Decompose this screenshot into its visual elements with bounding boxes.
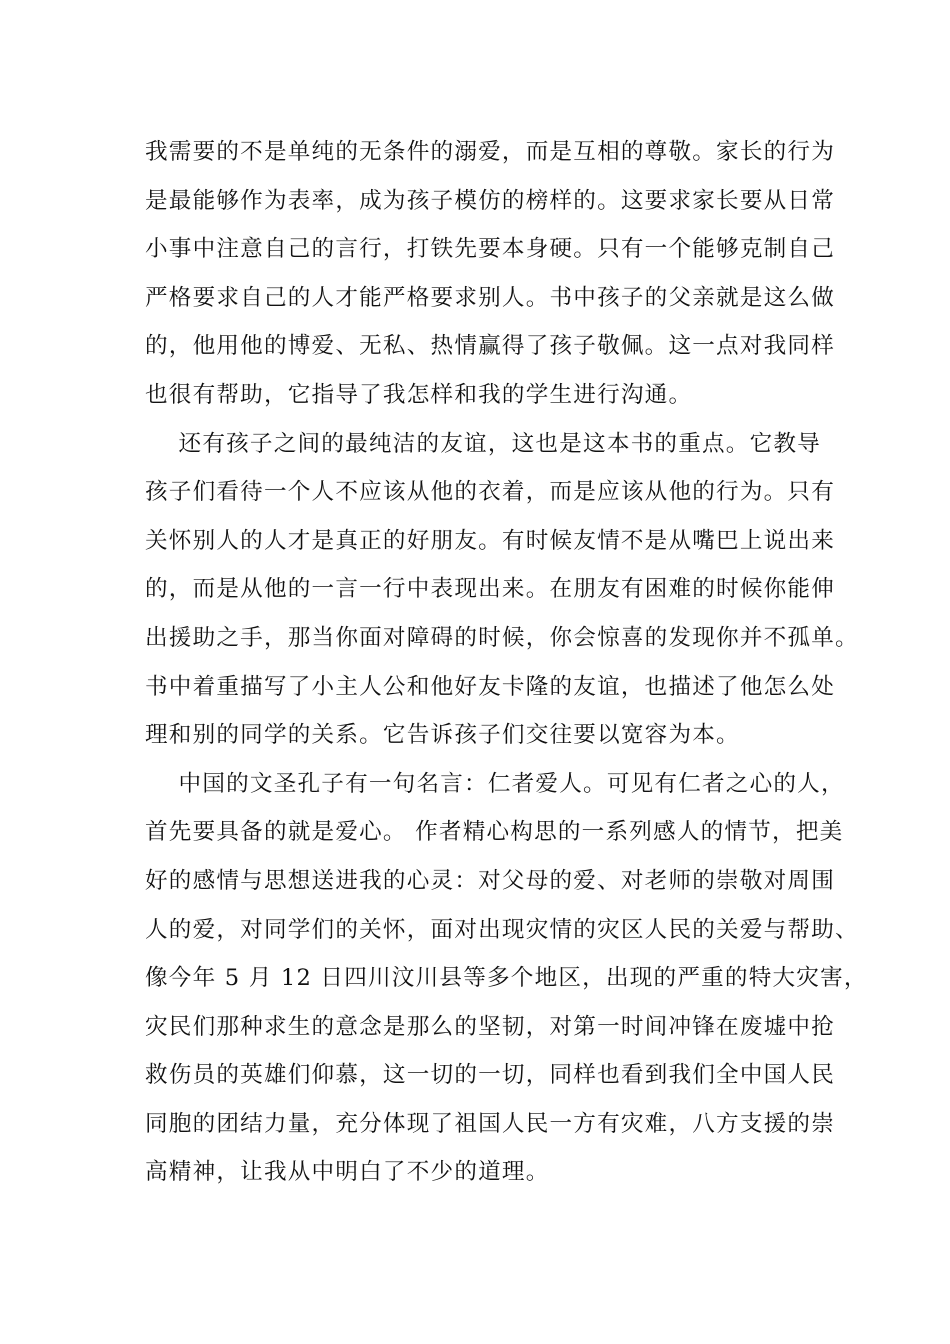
text-line: 书中着重描写了小主人公和他好友卡隆的友谊，也描述了他怎么处 [145,673,836,700]
text-line: 中国的文圣孔子有一句名言：仁者爱人。可见有仁者之心的人， [145,770,845,797]
text-line: 首先要具备的就是爱心。 作者精心构思的一系列感人的情节，把美 [145,819,844,846]
text-line: 还有孩子之间的最纯洁的友谊，这也是这本书的重点。它教导 [145,430,821,457]
text-line: 是最能够作为表率，成为孩子模仿的榜样的。这要求家长要从日常 [145,187,836,214]
text-line: 高精神，让我从中明白了不少的道理。 [145,1159,550,1186]
paragraph-1 [145,128,836,420]
paragraph-3 [145,760,868,1197]
text-line: 关怀别人的人才是真正的好朋友。有时候友情不是从嘴巴上说出来 [145,527,836,554]
text-line: 孩子们看待一个人不应该从他的衣着，而是应该从他的行为。只有 [145,479,836,506]
text-line: 出援助之手，那当你面对障碍的时候，你会惊喜的发现你并不孤单。 [145,624,859,651]
text-line: 的，他用他的博爱、无私、热情赢得了孩子敬佩。这一点对我同样 [145,333,836,360]
text-line: 灾民们那种求生的意念是那么的坚韧，对第一时间冲锋在废墟中抢 [145,1013,836,1040]
text-line: 好的感情与思想送进我的心灵：对父母的爱、对老师的崇敬对周围 [145,867,836,894]
text-line: 我需要的不是单纯的无条件的溺爱，而是互相的尊敬。家长的行为 [145,139,836,165]
text-line: 也很有帮助，它指导了我怎样和我的学生进行沟通。 [145,381,693,408]
text-line: 小事中注意自己的言行，打铁先要本身硬。只有一个能够克制自己 [145,236,836,263]
body-text [145,128,868,1197]
text-line: 人的爱，对同学们的关怀，面对出现灾情的灾区人民的关爱与帮助、 [145,916,859,943]
text-line: 救伤员的英雄们仰慕，这一切的一切，同样也看到我们全中国人民 [145,1062,836,1089]
text-line: 同胞的团结力量，充分体现了祖国人民一方有灾难，八方支援的崇 [145,1110,836,1137]
text-line: 像今年 5 月 12 日四川汶川县等多个地区，出现的严重的特大灾害， [145,965,868,992]
text-line: 严格要求自己的人才能严格要求别人。书中孩子的父亲就是这么做 [145,284,836,311]
paragraph-2 [145,420,859,760]
text-line: 理和别的同学的关系。它告诉孩子们交往要以宽容为本。 [145,722,740,749]
text-line: 的，而是从他的一言一行中表现出来。在朋友有困难的时候你能伸 [145,576,836,603]
